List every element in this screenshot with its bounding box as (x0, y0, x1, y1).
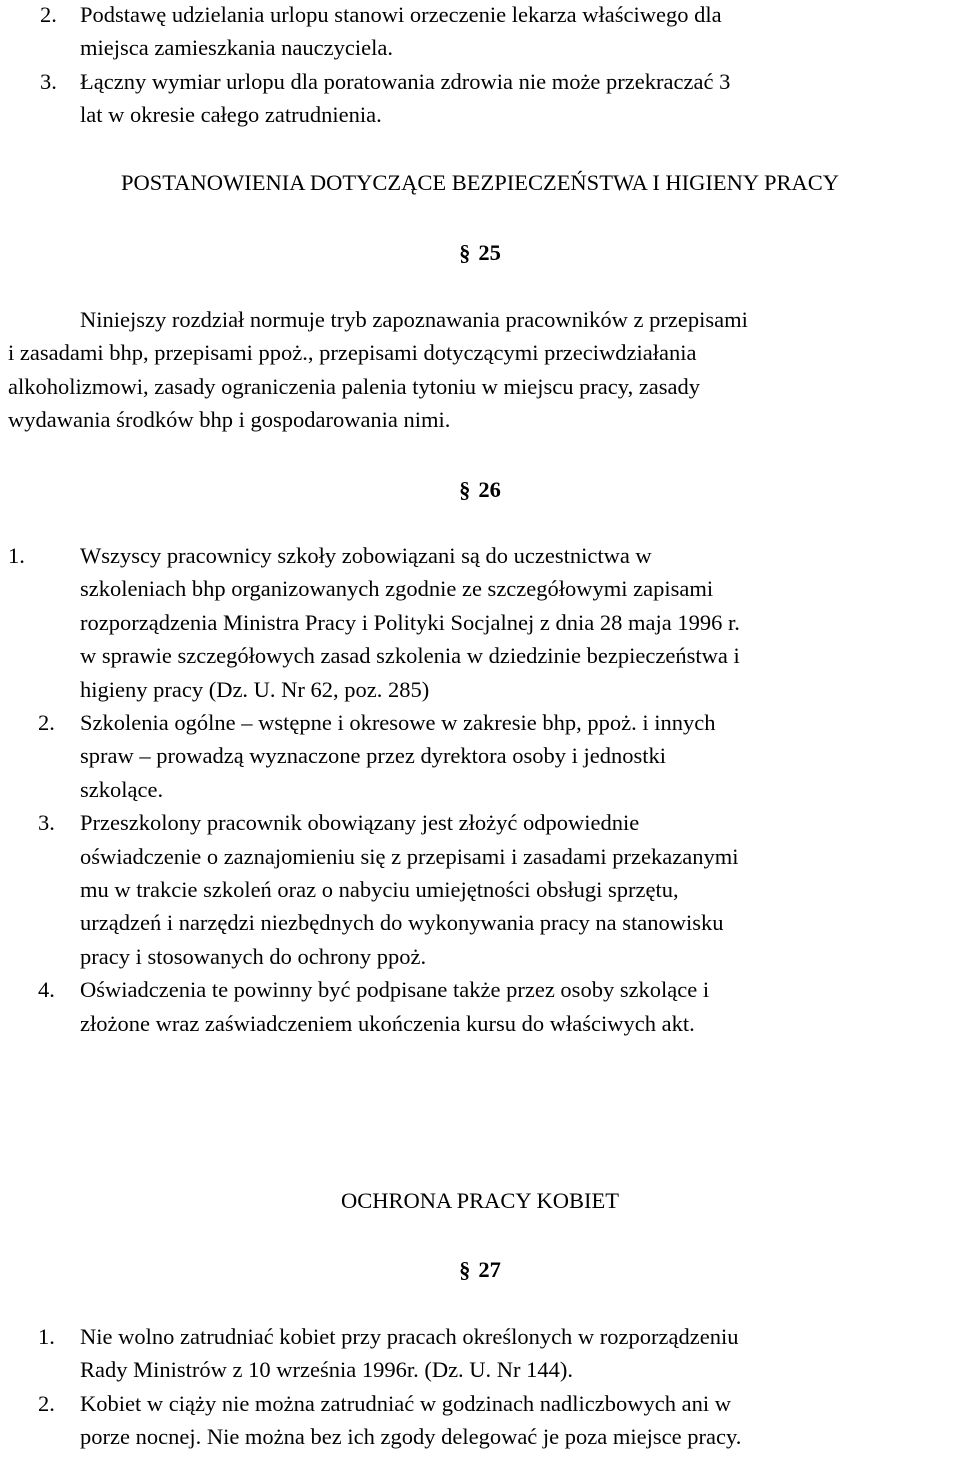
list-item-line: szkoleniach bhp organizowanych zgodnie ze szczegółowymi zapisami (80, 576, 714, 602)
list-item-line: Kobiet w ciąży nie można zatrudniać w godzinach nadliczbowych ani w (80, 1390, 731, 1416)
list-item-line: Szkolenia ogólne – wstępne i okresowe w zakresie bhp, ppoż. i innych (80, 710, 716, 736)
list-item (0, 65, 960, 132)
section-26-heading (0, 473, 960, 507)
paragraph-line: i zasadami bhp, przepisami ppoż., przepisami dotyczącymi przeciwdziałania (8, 340, 697, 366)
list-item-line: spraw – prowadzą wyznaczone przez dyrektora osoby i jednostki (80, 743, 667, 769)
list-item-line: miejsca zamieszkania nauczyciela. (80, 35, 393, 61)
list-item-line: złożone wraz zaświadczeniem ukończenia kursu do właściwych akt. (80, 1010, 695, 1036)
list-item-line: w sprawie szczegółowych zasad szkolenia w dziedzinie bezpieczeństwa i (80, 643, 740, 669)
list-item-line: Łączny wymiar urlopu dla poratowania zdrowia nie może przekraczać 3 (80, 68, 731, 94)
chapter-heading-women: OCHRONA PRACY KOBIET (341, 1188, 619, 1213)
list-item (0, 806, 960, 973)
list-item-line: higieny pracy (Dz. U. Nr 62, poz. 285) (80, 676, 430, 702)
list-item-line: pracy i stosowanych do ochrony ppoż. (80, 943, 427, 969)
section-symbol: § (459, 1257, 471, 1282)
section-26-list (0, 539, 960, 1040)
list-item (0, 0, 960, 65)
list-item-number: 2. (40, 2, 57, 27)
list-item (0, 539, 960, 706)
section-symbol: § (459, 240, 471, 265)
top-list (0, 0, 960, 132)
paragraph-line: alkoholizmowi, zasady ograniczenia palenia tytoniu w miejscu pracy, zasady (8, 373, 701, 399)
list-item-line: porze nocnej. Nie można bez ich zgody delegować je poza miejsce pracy. (80, 1424, 742, 1450)
list-item-number: 1. (8, 543, 25, 568)
list-item (0, 1320, 960, 1387)
list-item-line: szkolące. (80, 776, 164, 802)
chapter-heading-bhp: POSTANOWIENIA DOTYCZĄCE BEZPIECZEŃSTWA I HIGIENY PRACY (121, 170, 839, 195)
section-25-heading (0, 236, 960, 270)
list-item (0, 973, 960, 1040)
paragraph-line: Niniejszy rozdział normuje tryb zapoznawania pracowników z przepisami (80, 307, 748, 332)
list-item-line: Przeszkolony pracownik obowiązany jest złożyć odpowiednie (80, 810, 640, 836)
list-item-line: mu w trakcie szkoleń oraz o nabyciu umiejętności obsługi sprzętu, (80, 877, 679, 903)
list-item-line: lat w okresie całego zatrudnienia. (80, 102, 382, 128)
list-item-number: 1. (38, 1324, 55, 1349)
list-item-number: 2. (38, 710, 55, 736)
section-number: 25 (478, 240, 501, 265)
list-item-line: Wszyscy pracownicy szkoły zobowiązani są do uczestnictwa w (80, 543, 652, 568)
paragraph-line: wydawania środków bhp i gospodarowania nimi. (8, 407, 451, 433)
list-item-number: 3. (38, 810, 55, 836)
section-number: 27 (478, 1257, 501, 1282)
section-25-paragraph (8, 303, 956, 437)
list-item-line: oświadczenie o zaznajomieniu się z przepisami i zasadami przekazanymi (80, 843, 739, 869)
list-item-line: Nie wolno zatrudniać kobiet przy pracach określonych w rozporządzeniu (80, 1324, 739, 1349)
list-item-number: 2. (38, 1390, 55, 1416)
list-item (0, 706, 960, 806)
section-27-list (0, 1320, 960, 1454)
list-item-number: 4. (38, 977, 55, 1003)
list-item-line: rozporządzenia Ministra Pracy i Polityki Socjalnej z dnia 28 maja 1996 r. (80, 609, 740, 635)
list-item-line: Podstawę udzielania urlopu stanowi orzeczenie lekarza właściwego dla (80, 2, 722, 27)
list-item-line: urządzeń i narzędzi niezbędnych do wykonywania pracy na stanowisku (80, 910, 724, 936)
list-item-line: Rady Ministrów z 10 września 1996r. (Dz. U. Nr 144). (80, 1357, 574, 1383)
list-item-line: Oświadczenia te powinny być podpisane także przez osoby szkolące i (80, 977, 710, 1003)
section-symbol: § (459, 477, 471, 502)
list-item-number: 3. (40, 68, 57, 94)
section-27-heading (0, 1253, 960, 1287)
list-item (0, 1387, 960, 1454)
section-number: 26 (478, 477, 501, 502)
